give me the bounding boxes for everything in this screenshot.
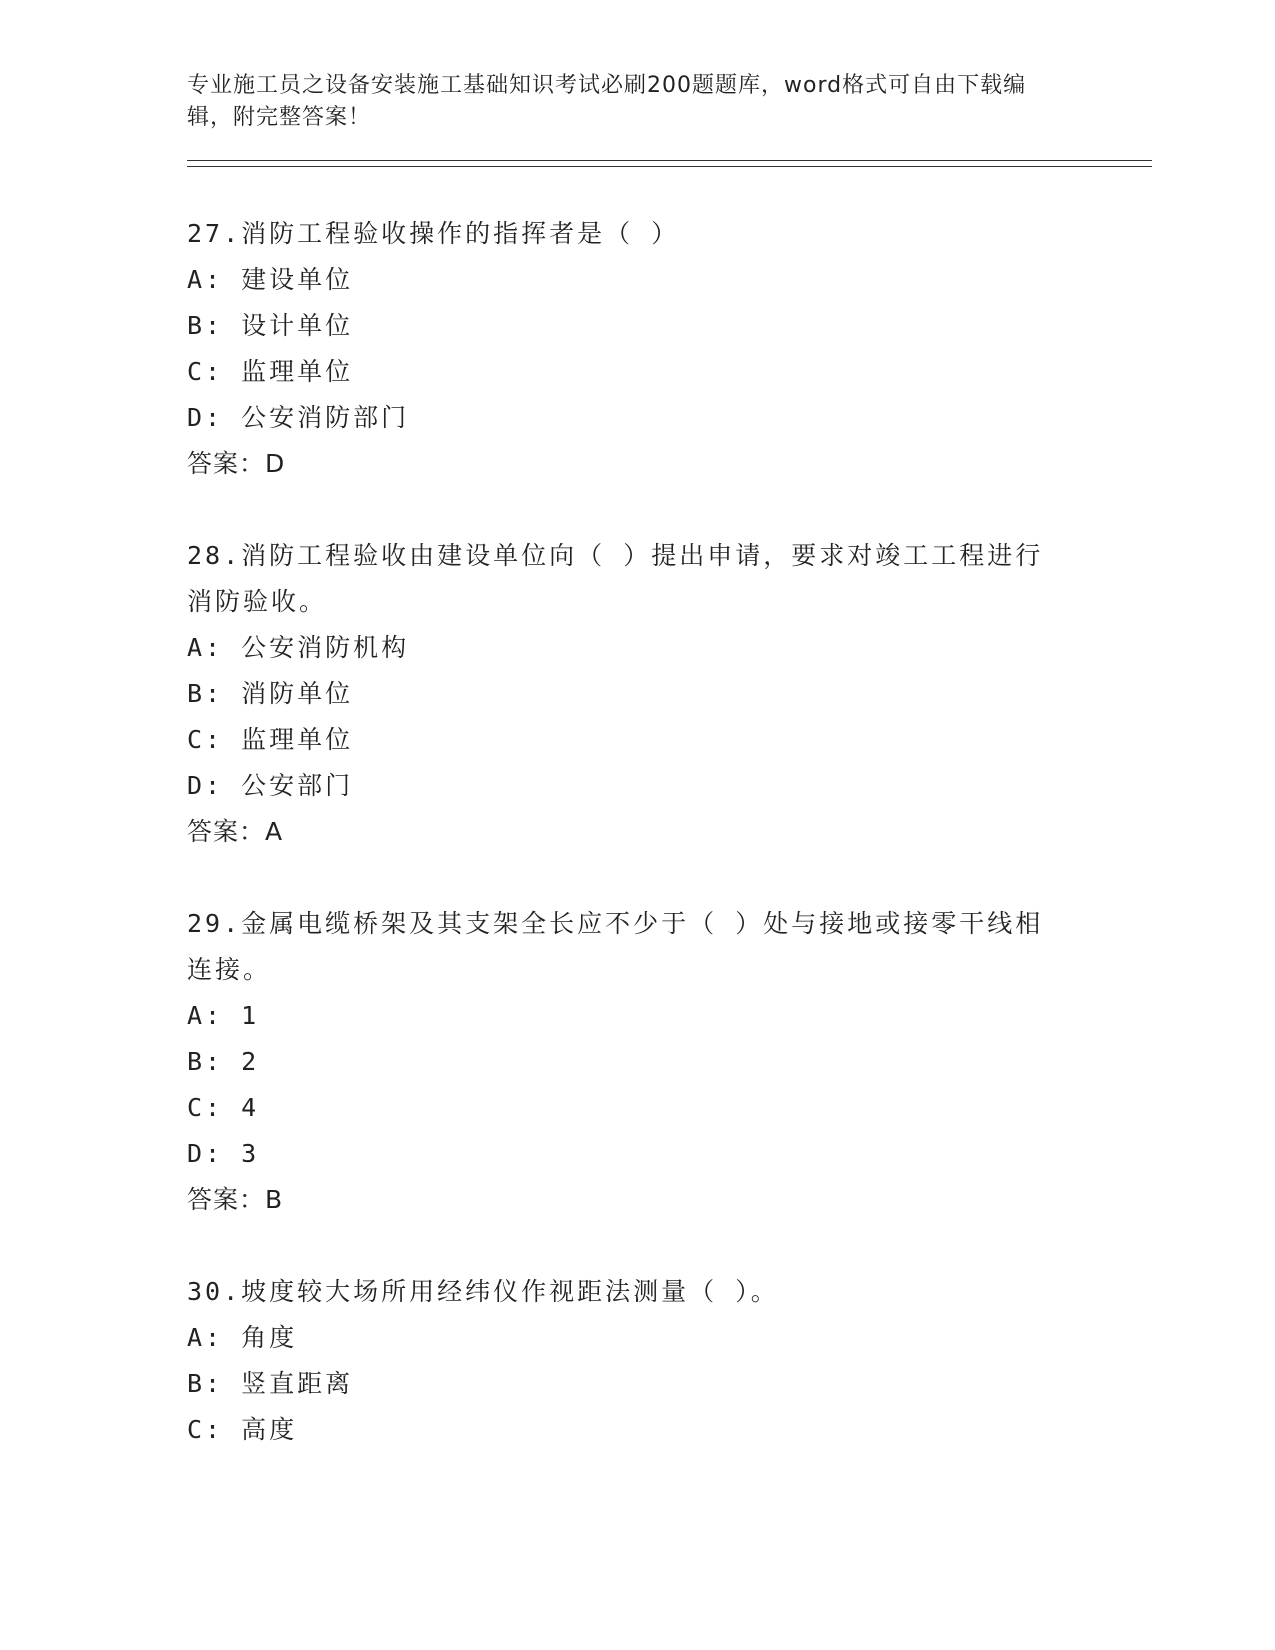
option-a: A: 公安消防机构 <box>187 633 410 662</box>
answer-text: 答案：B <box>187 1185 284 1214</box>
question-text: 27.消防工程验收操作的指挥者是（ ） <box>187 219 680 248</box>
option-a: A: 1 <box>187 1001 260 1030</box>
option-b: B: 竖直距离 <box>187 1369 354 1398</box>
question-list <box>187 211 1152 1453</box>
option-c: C: 监理单位 <box>187 357 354 386</box>
option-b: B: 设计单位 <box>187 311 354 340</box>
option-d: D: 公安部门 <box>187 771 354 800</box>
question-item <box>187 901 1152 1223</box>
option-c: C: 4 <box>187 1093 260 1122</box>
header-divider <box>187 160 1152 167</box>
question-item <box>187 1269 1152 1453</box>
question-text: 28.消防工程验收由建设单位向（ ）提出申请，要求对竣工工程进行消防验收。 <box>187 541 1044 616</box>
option-b: B: 消防单位 <box>187 679 354 708</box>
option-d: D: 3 <box>187 1139 260 1168</box>
question-item <box>187 533 1152 855</box>
document-header: 专业施工员之设备安装施工基础知识考试必刷200题题库，word格式可自由下载编辑，附完整答案！ <box>187 73 1027 130</box>
question-item <box>187 211 1152 487</box>
option-b: B: 2 <box>187 1047 260 1076</box>
option-d: D: 公安消防部门 <box>187 403 410 432</box>
option-a: A: 建设单位 <box>187 265 354 294</box>
option-c: C: 高度 <box>187 1415 298 1444</box>
question-text: 29.金属电缆桥架及其支架全长应不少于（ ）处与接地或接零干线相连接。 <box>187 909 1044 984</box>
option-c: C: 监理单位 <box>187 725 354 754</box>
answer-text: 答案：D <box>187 449 286 478</box>
option-a: A: 角度 <box>187 1323 298 1352</box>
document-page <box>187 70 1152 1499</box>
question-text: 30.坡度较大场所用经纬仪作视距法测量（ ）。 <box>187 1277 779 1306</box>
answer-text: 答案：A <box>187 817 284 846</box>
